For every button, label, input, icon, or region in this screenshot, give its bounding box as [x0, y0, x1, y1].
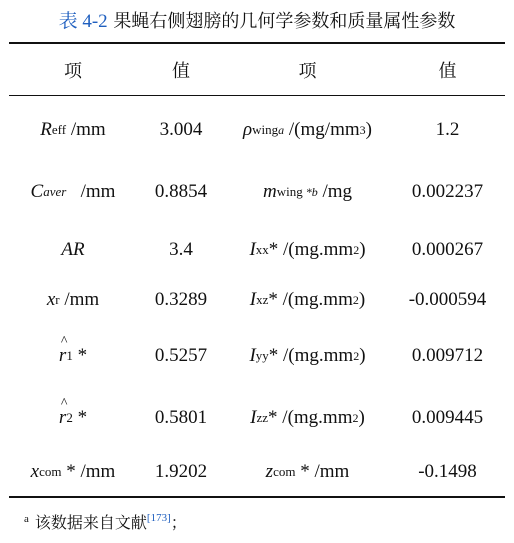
value-m-wing: 0.002237 — [411, 181, 484, 202]
value-c-aver: 0.8854 — [154, 181, 208, 202]
table-row — [9, 278, 505, 322]
param-r2-hat: ^ r 2 * — [9, 407, 137, 429]
top-rule — [9, 42, 505, 44]
param-r-eff: R eff /mm — [40, 119, 106, 140]
value-x-r: 0.3289 — [154, 289, 208, 310]
header-value-1: 值 — [172, 61, 190, 82]
table-row — [9, 334, 505, 378]
value-r-eff: 3.004 — [159, 119, 203, 140]
param-iyy: I yy * /(mg.mm 2 ) — [249, 345, 366, 366]
footnote-text: 该数据来自文献 — [34, 513, 147, 532]
value-ixz: -0.000594 — [408, 289, 487, 310]
value-ar: 3.4 — [169, 239, 193, 260]
footnote-reference-link[interactable]: [173] — [146, 512, 171, 524]
table-row — [9, 228, 505, 272]
param-x-r: x r /mm — [46, 289, 100, 310]
value-rho-wing: 1.2 — [435, 119, 460, 140]
table-header — [9, 48, 505, 92]
header-value-2: 值 — [438, 61, 457, 82]
footnote-mark: a — [24, 513, 29, 525]
table-number: 表 4-2 — [58, 11, 108, 32]
table-row — [9, 108, 505, 152]
param-r1-hat: ^ r 1 * — [9, 345, 137, 367]
param-rho-wing: ρ wing a /(mg/mm 3 ) — [243, 119, 372, 140]
table-row — [9, 450, 505, 494]
param-ixz: I xz * /(mg.mm 2 ) — [249, 289, 366, 310]
param-c-aver: C aver /mm — [30, 181, 116, 202]
param-ixx: I xx * /(mg.mm 2 ) — [249, 239, 366, 260]
value-izz: 0.009445 — [411, 407, 484, 428]
value-x-com: 1.9202 — [154, 461, 208, 482]
param-ar: AR — [61, 239, 85, 260]
header-item-2: 项 — [298, 61, 317, 82]
value-iyy: 0.009712 — [411, 345, 484, 366]
table-caption — [0, 6, 514, 33]
bottom-rule — [9, 496, 505, 498]
header-item-1: 项 — [64, 61, 82, 82]
value-z-com: -0.1498 — [418, 461, 477, 482]
table-footnote — [24, 510, 187, 533]
footnote-end: ； — [170, 513, 187, 532]
header-rule — [9, 95, 505, 96]
value-r2-hat: 0.5801 — [154, 407, 208, 428]
param-x-com: x com * /mm — [30, 461, 116, 482]
table-row — [9, 396, 505, 440]
table-row — [9, 170, 505, 214]
value-r1-hat: 0.5257 — [154, 345, 208, 366]
value-ixx: 0.000267 — [411, 239, 484, 260]
param-m-wing: m wing *b /mg — [262, 181, 353, 202]
table-title: 果蝇右侧翅膀的几何学参数和质量属性参数 — [113, 11, 456, 32]
param-z-com: z com * /mm — [265, 461, 350, 482]
param-izz: I zz * /(mg.mm 2 ) — [250, 407, 365, 428]
